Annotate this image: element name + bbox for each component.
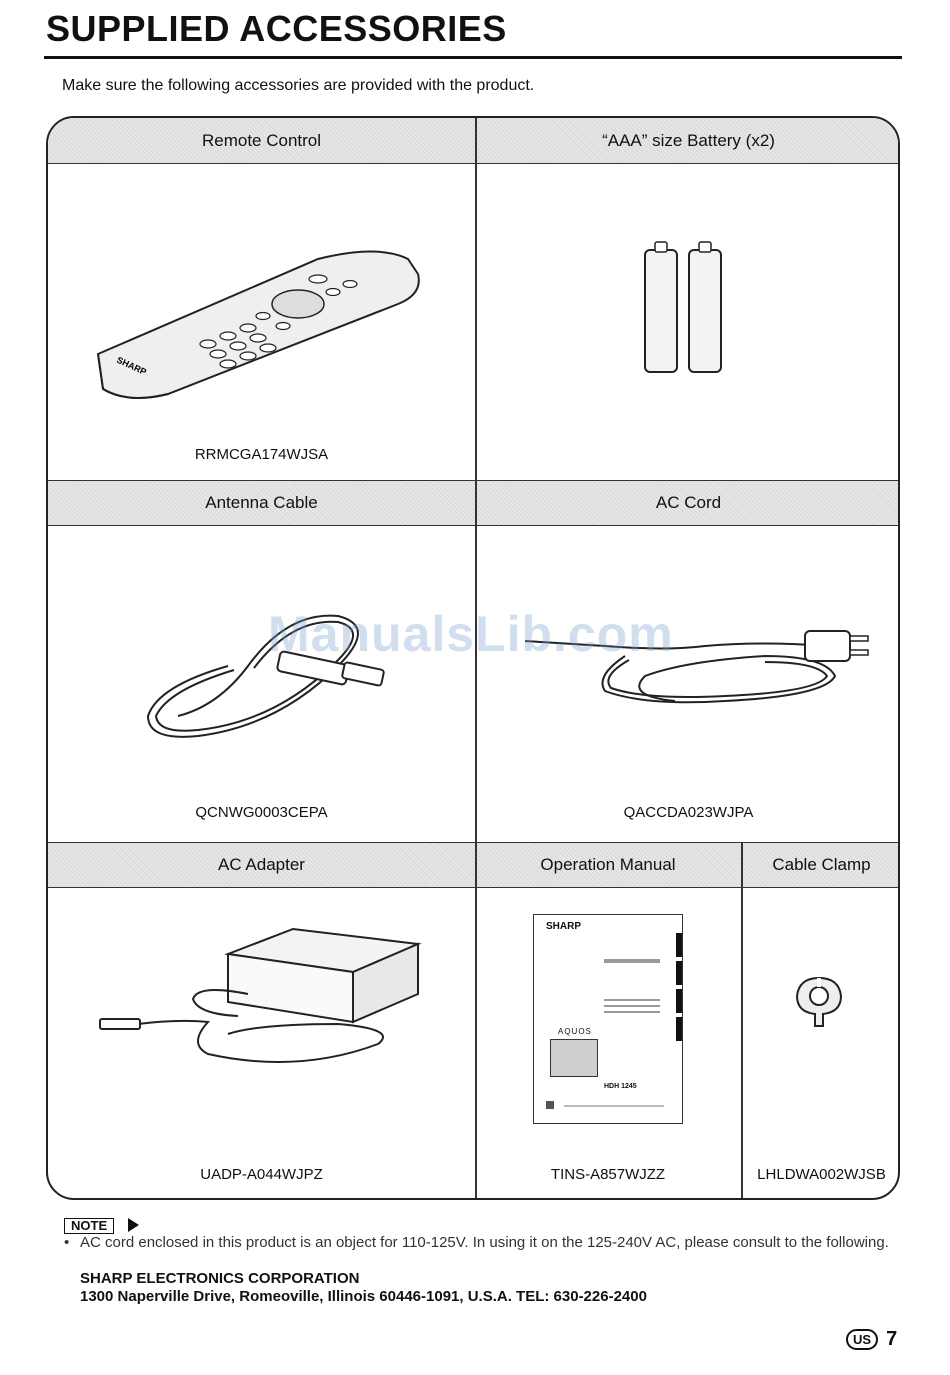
cell-cable-clamp [741, 888, 900, 1200]
note-tag: NOTE [64, 1218, 114, 1234]
cell-operation-manual [475, 888, 741, 1200]
title-rule [44, 56, 902, 59]
code-cable-clamp: LHLDWA002WJSB [757, 1166, 886, 1183]
cell-antenna-cable [48, 526, 475, 842]
code-antenna-cable: QCNWG0003CEPA [195, 804, 328, 821]
region-badge: US [846, 1329, 878, 1350]
note-text [64, 1234, 904, 1251]
header-antenna-cable: Antenna Cable [48, 480, 475, 526]
cable-clamp-illustration [789, 972, 849, 1032]
battery-illustration [635, 238, 735, 378]
note-bullet: • [64, 1234, 70, 1251]
corp-name: SHARP ELECTRONICS CORPORATION [80, 1270, 360, 1287]
cell-ac-adapter [48, 888, 475, 1200]
remote-control-illustration [88, 204, 438, 404]
cell-ac-cord [475, 526, 900, 842]
header-remote-control: Remote Control [48, 118, 475, 164]
manual-brand: SHARP [546, 921, 582, 932]
page-title: SUPPLIED ACCESSORIES [46, 8, 507, 49]
code-ac-cord: QACCDA023WJPA [623, 804, 754, 821]
page-number: 7 [886, 1328, 898, 1350]
header-battery: “AAA” size Battery (x2) [475, 118, 900, 164]
cell-battery [475, 164, 900, 480]
manual-badge: HDH 1245 [604, 1083, 637, 1090]
code-remote-control: RRMCGA174WJSA [194, 446, 329, 463]
page-footer [846, 1328, 897, 1351]
header-operation-manual: Operation Manual [475, 842, 741, 888]
cell-remote-control [48, 164, 475, 480]
note-arrow-icon [128, 1218, 139, 1232]
manual-subtitle: AQUOS [558, 1027, 592, 1036]
intro-text: Make sure the following accessories are provided with the product. [62, 77, 535, 94]
note-body: AC cord enclosed in this product is an object for 110-125V. In using it on the 125-240V AC, please consult to the following. [80, 1234, 889, 1251]
header-cable-clamp: Cable Clamp [741, 842, 900, 888]
code-ac-adapter: UADP-A044WJPZ [200, 1166, 323, 1183]
ac-adapter-illustration [98, 924, 438, 1074]
header-ac-cord: AC Cord [475, 480, 900, 526]
code-operation-manual: TINS-A857WJZZ [550, 1166, 666, 1183]
column-divider-row3 [741, 842, 743, 1200]
watermark: ManualsLib.com [268, 606, 674, 662]
header-ac-adapter: AC Adapter [48, 842, 475, 888]
manual-cover [533, 914, 683, 1124]
remote-brand: SHARP [115, 354, 148, 378]
corp-address: 1300 Naperville Drive, Romeoville, Illinois 60446-1091, U.S.A. TEL: 630-226-2400 [80, 1288, 647, 1305]
